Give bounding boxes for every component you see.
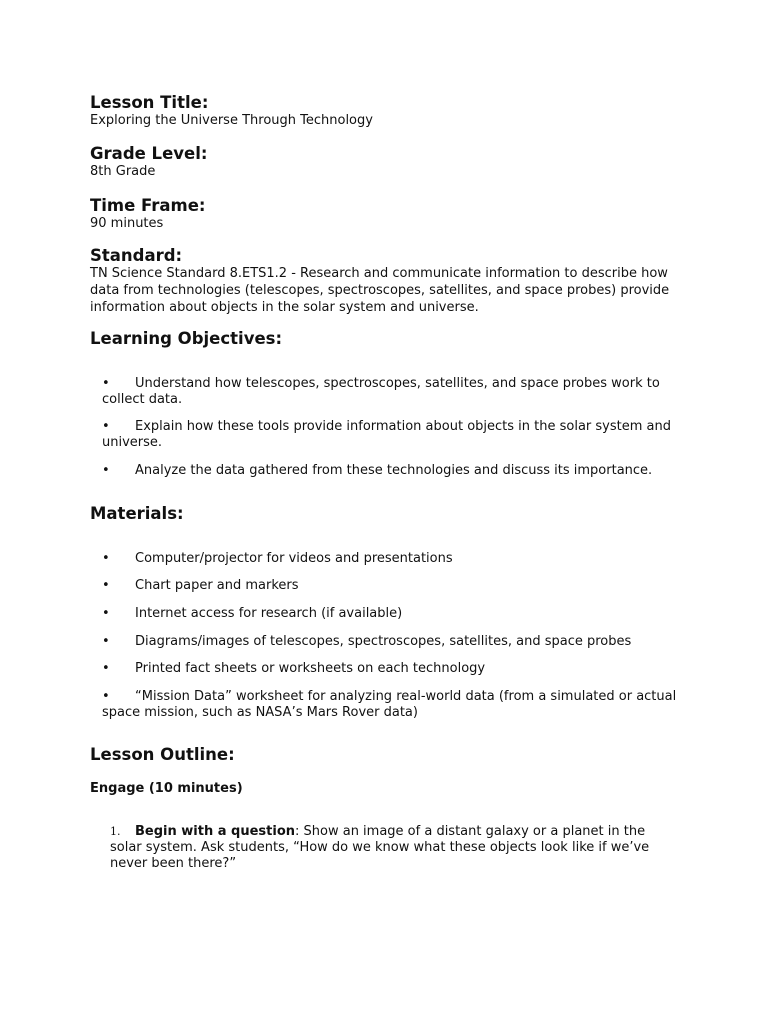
lesson-outline-heading: Lesson Outline: — [90, 745, 235, 764]
step-number: 1. — [110, 825, 121, 838]
material-item — [102, 606, 692, 622]
engage-step-item — [110, 824, 680, 872]
material-text: Printed fact sheets or worksheets on each technology — [135, 661, 486, 676]
objective-item — [102, 463, 692, 479]
bullet-icon: • — [102, 606, 110, 621]
bullet-icon: • — [102, 463, 110, 478]
grade-level-heading: Grade Level: — [90, 144, 208, 163]
bullet-icon: • — [102, 419, 110, 434]
step-bold-text: Begin with a question — [135, 824, 295, 839]
learning-objectives-heading: Learning Objectives: — [90, 329, 283, 348]
standard-value: TN Science Standard 8.ETS1.2 - Research and communicate information to describe how data from technologies (telescopes, spectroscopes, satellites, and space probes) provide information about objects in the solar system and universe. — [90, 266, 670, 315]
bullet-icon: • — [102, 551, 110, 566]
material-item — [102, 689, 692, 721]
material-text: “Mission Data” worksheet for analyzing real-world data (from a simulated or actual space mission, such as NASA’s Mars Rover data) — [102, 689, 677, 720]
material-text: Computer/projector for videos and presentations — [135, 551, 453, 566]
objective-text: Understand how telescopes, spectroscopes, satellites, and space probes work to collect data. — [102, 376, 660, 407]
time-frame-heading: Time Frame: — [90, 196, 206, 215]
bullet-icon: • — [102, 689, 110, 704]
material-item — [102, 634, 692, 650]
grade-level-value: 8th Grade — [90, 164, 156, 179]
bullet-icon: • — [102, 578, 110, 593]
bullet-icon: • — [102, 634, 110, 649]
material-text: Chart paper and markers — [135, 578, 299, 593]
standard-heading: Standard: — [90, 246, 183, 265]
step-text: : Show an image of a distant galaxy or a planet in the solar system. Ask students, “How do we know what these objects look like if we’ve never been there?” — [110, 824, 650, 871]
material-text: Internet access for research (if available) — [135, 606, 403, 621]
objective-item — [102, 376, 692, 408]
time-frame-value: 90 minutes — [90, 216, 164, 231]
engage-subheading: Engage (10 minutes) — [90, 781, 243, 796]
objective-item — [102, 419, 692, 451]
material-item — [102, 551, 692, 567]
material-item — [102, 578, 692, 594]
lesson-title-heading: Lesson Title: — [90, 93, 209, 112]
bullet-icon: • — [102, 661, 110, 676]
material-text: Diagrams/images of telescopes, spectroscopes, satellites, and space probes — [135, 634, 632, 649]
objective-text: Explain how these tools provide information about objects in the solar system and universe. — [102, 419, 671, 450]
objective-text: Analyze the data gathered from these technologies and discuss its importance. — [135, 463, 653, 478]
material-item — [102, 661, 692, 677]
materials-heading: Materials: — [90, 504, 184, 523]
bullet-icon: • — [102, 376, 110, 391]
lesson-title-value: Exploring the Universe Through Technology — [90, 113, 373, 128]
